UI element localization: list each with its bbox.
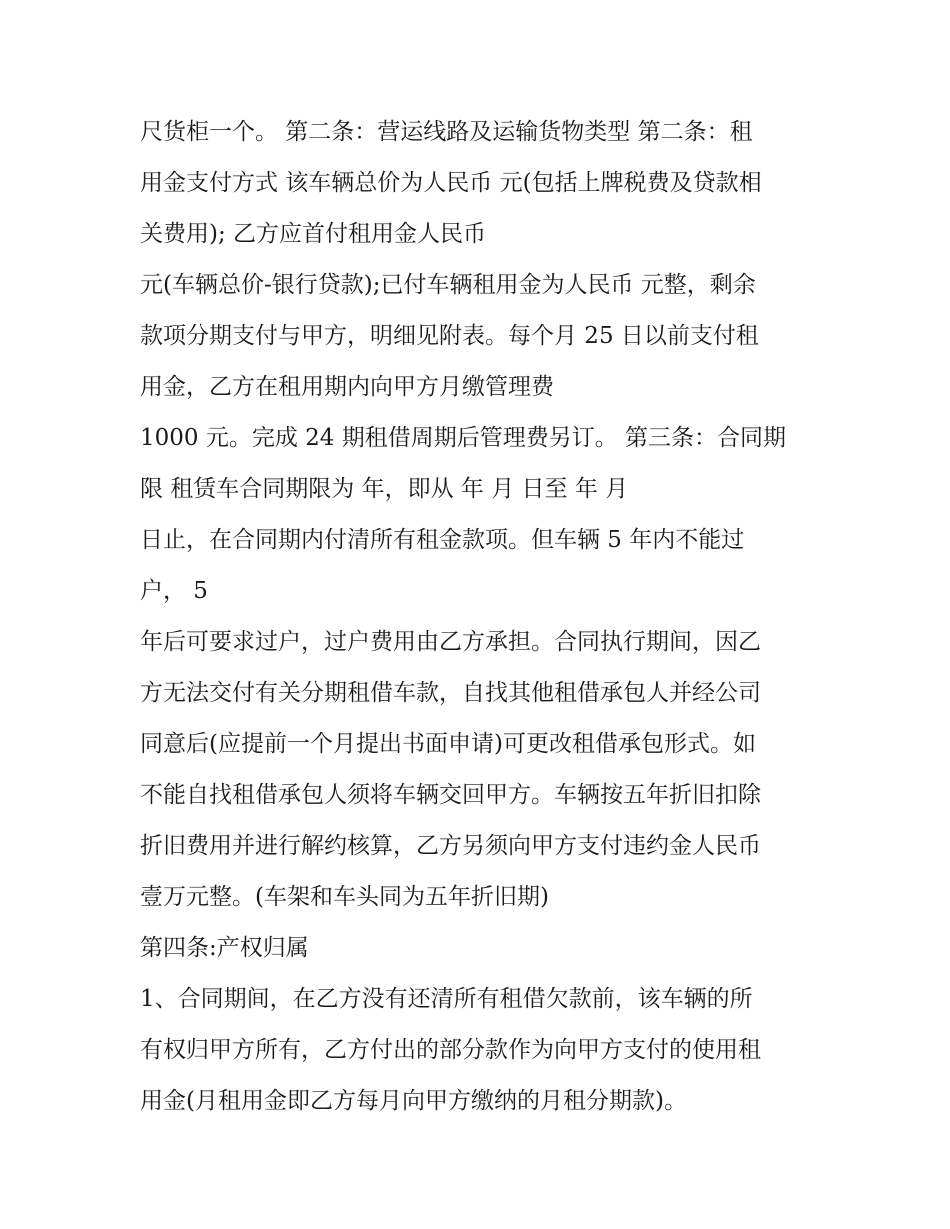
text-line: 日止，在合同期内付清所有租金款项。但车辆 5 年内不能过 bbox=[140, 527, 745, 553]
text-line: 用金支付方式 该车辆总价为人民币 元(包括上牌税费及贷款相 bbox=[140, 170, 762, 196]
text-line: 用金，乙方在租用期内向甲方月缴管理费 bbox=[140, 374, 554, 400]
text-line: 户， 5 bbox=[140, 578, 208, 604]
text-line: 折旧费用并进行解约核算，乙方另须向甲方支付违约金人民币 bbox=[140, 833, 761, 859]
text-line: 尺货柜一个。 第二条：营运线路及运输货物类型 第二条：租 bbox=[140, 119, 753, 145]
text-line: 元(车辆总价-银行贷款);已付车辆租用金为人民币 元整，剩余 bbox=[140, 272, 756, 298]
text-line: 方无法交付有关分期租借车款，自找其他租借承包人并经公司 bbox=[140, 680, 761, 706]
text-line: 限 租赁车合同期限为 年，即从 年 月 日至 年 月 bbox=[140, 476, 629, 502]
contract-text-block bbox=[140, 107, 820, 1127]
text-line: 用金(月租用金即乙方每月向甲方缴纳的月租分期款)。 bbox=[140, 1088, 687, 1114]
text-line: 关费用); 乙方应首付租用金人民币 bbox=[140, 221, 487, 247]
text-line: 1000 元。完成 24 期租借周期后管理费另订。 第三条：合同期 bbox=[140, 425, 787, 451]
text-line: 款项分期支付与甲方，明细见附表。每个月 25 日以前支付租 bbox=[140, 323, 759, 349]
text-line: 年后可要求过户，过户费用由乙方承担。合同执行期间，因乙 bbox=[140, 629, 761, 655]
text-line: 同意后(应提前一个月提出书面申请)可更改租借承包形式。如 bbox=[140, 731, 756, 757]
text-line: 不能自找租借承包人须将车辆交回甲方。车辆按五年折旧扣除 bbox=[140, 782, 761, 808]
text-line: 1、合同期间，在乙方没有还清所有租借欠款前，该车辆的所 bbox=[140, 986, 753, 1012]
section-heading: 第四条:产权归属 bbox=[140, 935, 309, 961]
text-line: 壹万元整。(车架和车头同为五年折旧期) bbox=[140, 884, 549, 910]
text-line: 有权归甲方所有，乙方付出的部分款作为向甲方支付的使用租 bbox=[140, 1037, 761, 1063]
